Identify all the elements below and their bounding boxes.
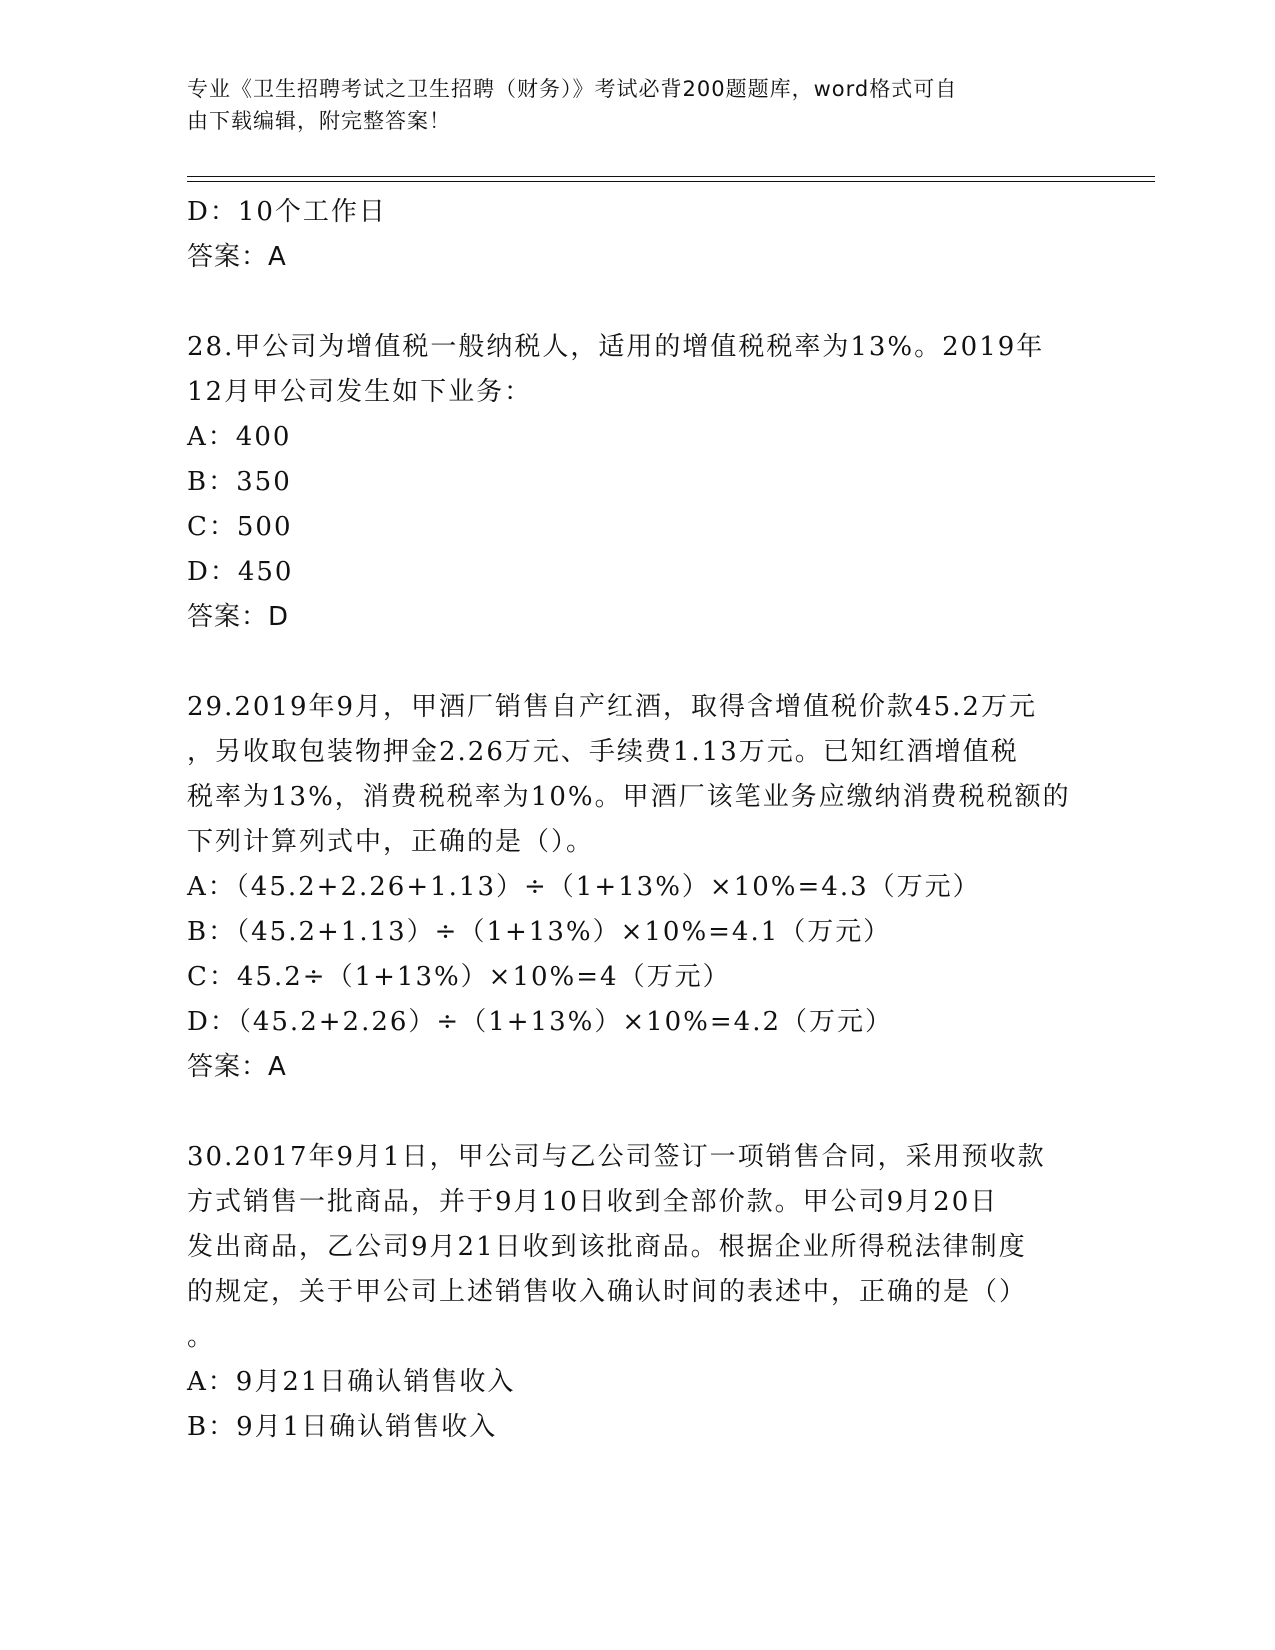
question-stem-line: 发出商品，乙公司9月21日收到该批商品。根据企业所得税法律制度 [187, 1232, 1027, 1262]
question-stem-line: 下列计算列式中，正确的是（）。 [187, 827, 595, 857]
option-a: A：9月21日确认销售收入 [187, 1367, 516, 1397]
option-d: D：10个工作日 [187, 197, 387, 227]
document-body [187, 190, 1087, 1450]
question-28 [187, 325, 1087, 640]
question-stem-line: 。 [187, 1322, 216, 1352]
option-c: C：500 [187, 512, 293, 542]
header-line-1: 专业《卫生招聘考试之卫生招聘（财务）》考试必背200题题库，word格式可自 [187, 77, 958, 101]
question-stem-line: ，另收取包装物押金2.26万元、手续费1.13万元。已知红酒增值税 [187, 737, 1019, 767]
header-divider-bottom [187, 181, 1155, 182]
question-stem-line: 30.2017年9月1日，甲公司与乙公司签订一项销售合同，采用预收款 [187, 1142, 1046, 1172]
question-29 [187, 685, 1087, 1090]
answer-label: 答案：A [187, 1052, 287, 1082]
option-a: A：400 [187, 422, 292, 452]
option-a: A：（45.2+2.26+1.13）÷（1+13%）×10%=4.3（万元） [187, 872, 981, 902]
question-stem-line: 29.2019年9月，甲酒厂销售自产红酒，取得含增值税价款45.2万元 [187, 692, 1037, 722]
question-stem-line: 的规定，关于甲公司上述销售收入确认时间的表述中，正确的是（） [187, 1277, 1028, 1307]
option-c: C：45.2÷（1+13%）×10%=4（万元） [187, 962, 731, 992]
question-27-tail [187, 190, 1087, 280]
answer-label: 答案：D [187, 602, 290, 632]
header-line-2: 由下载编辑，附完整答案！ [187, 109, 451, 133]
question-stem-line: 12月甲公司发生如下业务： [187, 377, 533, 407]
option-d: D：（45.2+2.26）÷（1+13%）×10%=4.2（万元） [187, 1007, 894, 1037]
question-stem-line: 税率为13%，消费税税率为10%。甲酒厂该笔业务应缴纳消费税税额的 [187, 782, 1071, 812]
question-stem-line: 方式销售一批商品，并于9月10日收到全部价款。甲公司9月20日 [187, 1187, 999, 1217]
option-b: B：（45.2+1.13）÷（1+13%）×10%=4.1（万元） [187, 917, 892, 947]
option-b: B：350 [187, 467, 292, 497]
question-30 [187, 1135, 1087, 1450]
answer-label: 答案：A [187, 242, 287, 272]
header-divider-top [187, 176, 1155, 177]
option-b: B：9月1日确认销售收入 [187, 1412, 498, 1442]
question-stem-line: 28.甲公司为增值税一般纳税人，适用的增值税税率为13%。2019年 [187, 332, 1045, 362]
document-header [187, 73, 1067, 137]
option-d: D：450 [187, 557, 294, 587]
